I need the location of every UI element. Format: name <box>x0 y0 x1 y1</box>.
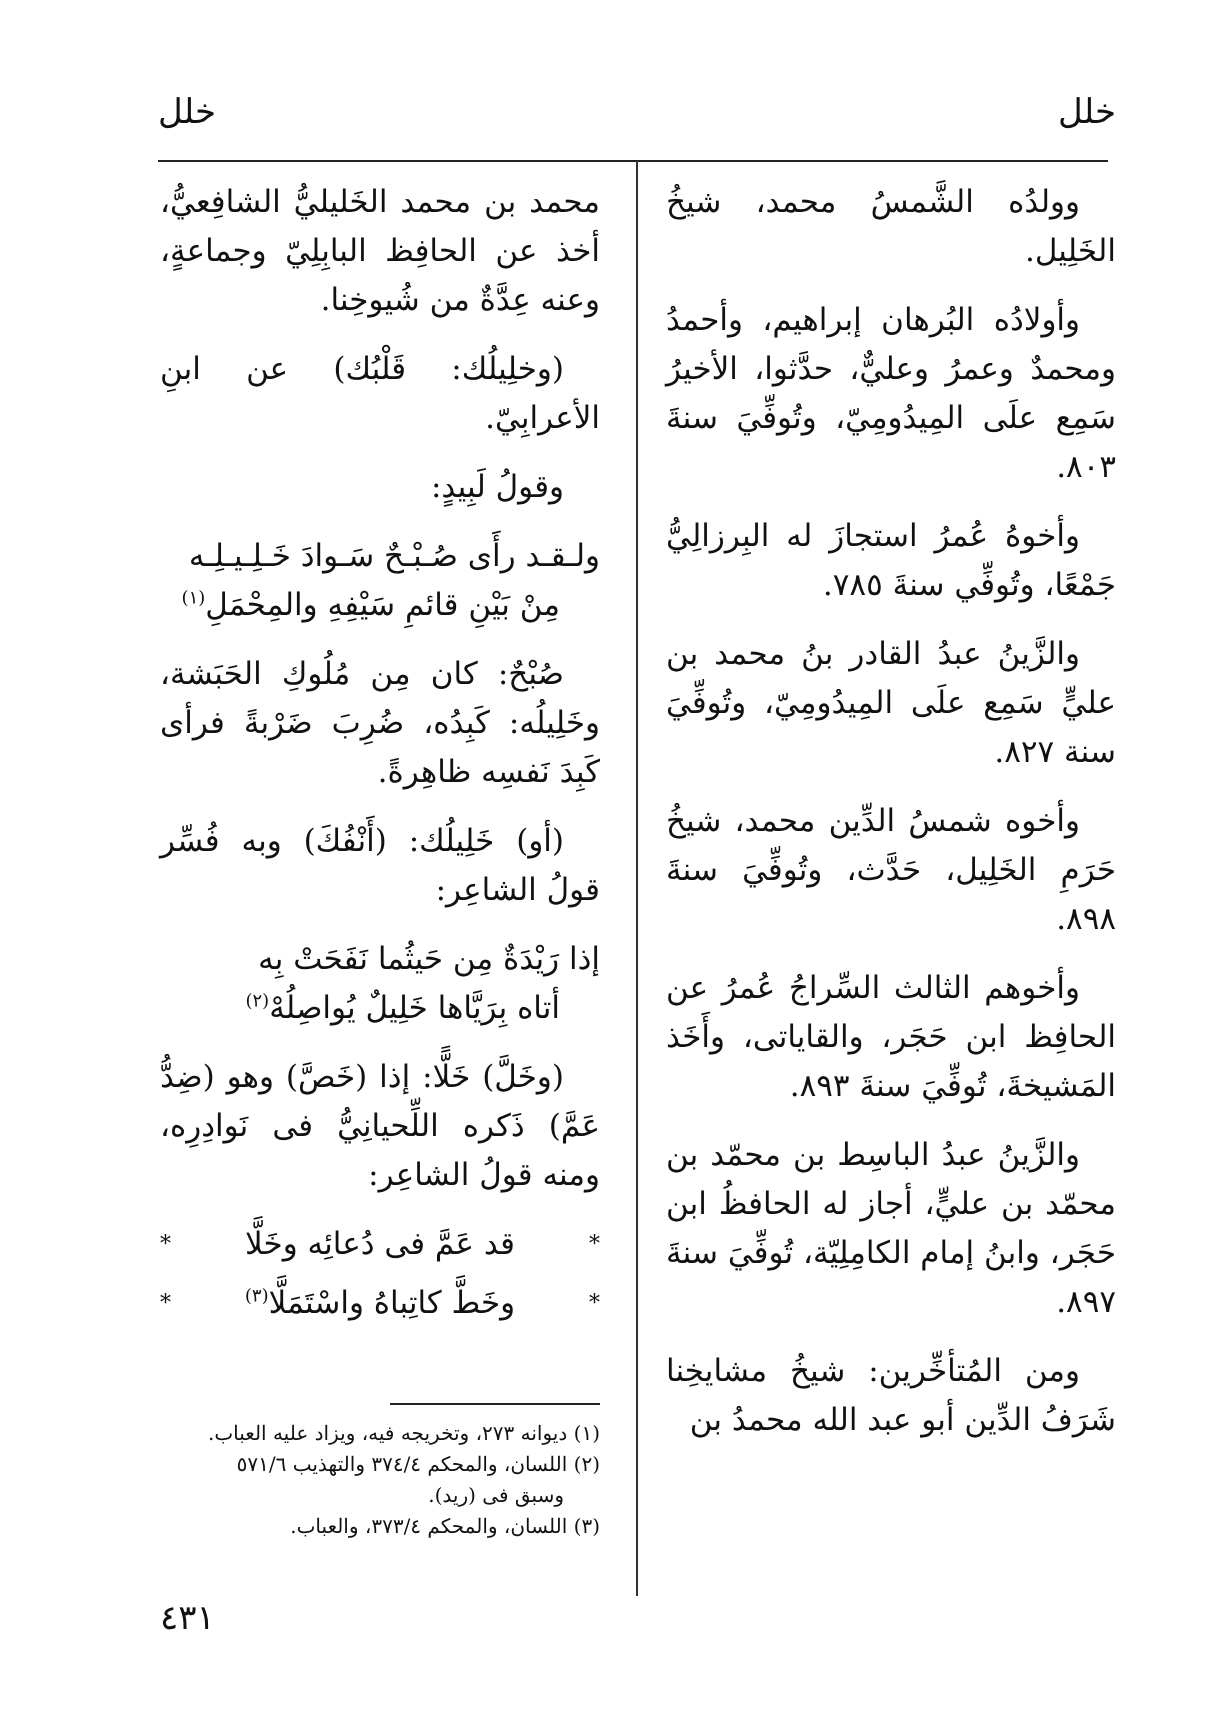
footnote-rule <box>390 1403 600 1405</box>
verse-labid <box>160 532 600 630</box>
rajaz-text-wrap <box>245 1279 515 1328</box>
column-divider <box>636 161 638 1596</box>
footnote-marker-2: (٢) <box>245 990 270 1012</box>
paragraph: وولدُه الشَّمسُ محمد، شيخُ الخَلِيل. <box>666 184 1116 269</box>
paragraph: وقولُ لَبِيدٍ: <box>430 469 564 505</box>
footnote-marker-1: (١) <box>181 587 206 609</box>
paragraph: وأخوهم الثالث السِّراجُ عُمرُ عن الحافِظ ابن حَجَر، والقاياتى، وأَخَذ المَشيخةَ، تُوفِّيَ سنةَ ٨٩٣. <box>666 970 1116 1104</box>
rajaz-text: قد عَمَّ فى دُعائِه وخَلَّا <box>245 1226 515 1262</box>
paragraph: (وخلِيلُك: قَلْبُك) عن ابنِ الأعرابِيّ. <box>160 351 600 436</box>
rajaz-line-1 <box>160 1220 600 1269</box>
verse-hemistich-1: ولـقـد رأَى صُـبْـحٌ سَـوادَ خَـلِـيـلِـه <box>188 538 600 574</box>
verse-hemistich-2-text: أتاه بِرَيَّاها خَلِيلٌ يُواصِلُهْ <box>269 990 560 1026</box>
paragraph: وأخوه شمسُ الدِّين محمد، شيخُ حَرَمِ الخَلِيل، حَدَّث، وتُوفِّيَ سنةَ ٨٩٨. <box>666 803 1116 937</box>
verse-hemistich-2-text: مِنْ بَيْنِ قائمِ سَيْفِهِ والمِحْمَلِ <box>205 587 560 623</box>
paragraph: وأولادُه البُرهان إبراهيم، وأحمدُ ومحمدٌ وعمرُ وعليٌّ، حدَّثوا، الأخيرُ سَمِع علَى المِيدُومِيّ، وتُوفِّيَ سنةَ ٨٠٣. <box>666 302 1116 485</box>
verse-star-marker: * <box>160 1291 171 1316</box>
paragraph: والزَّينُ عبدُ الباسِط بن محمّد بن محمّد بن عليٍّ، أجاز له الحافظُ ابن حَجَر، وابنُ إمام الكامِلِيّة، تُوفِّيَ سنةَ ٨٩٧. <box>666 1137 1116 1320</box>
footnote-3: (٣) اللسان، والمحكم ٣٧٣/٤، والعباب. <box>290 1514 600 1538</box>
paragraph: والزَّينُ عبدُ القادر بنُ محمد بن عليٍّ سَمِع علَى المِيدُومِيّ، وتُوفِّيَ سنة ٨٢٧. <box>666 636 1116 770</box>
page-number: ٤٣١ <box>160 1598 215 1638</box>
footnote-2: (٢) اللسان، والمحكم ٣٧٤/٤ والتهذيب ٥٧١/٦ <box>236 1452 600 1476</box>
verse-hemistich-2 <box>160 984 600 1033</box>
running-head-right: خلل <box>1057 92 1116 132</box>
rajaz-line-2 <box>160 1279 600 1328</box>
left-column <box>160 178 600 1338</box>
verse-shaer <box>160 935 600 1033</box>
footnotes <box>160 1418 600 1542</box>
verse-star-marker: * <box>589 1232 600 1257</box>
paragraph: ومن المُتأخِّرين: شيخُ مشايخِنا شَرَفُ الدِّين أبو عبد الله محمدُ بن <box>666 1353 1116 1438</box>
verse-star-marker: * <box>160 1232 172 1257</box>
right-column <box>666 178 1116 1465</box>
verse-star-marker: * <box>589 1291 600 1316</box>
header-rule <box>158 160 1108 162</box>
footnote-1: (١) ديوانه ٢٧٣، وتخريجه فيه، ويزاد عليه العباب. <box>207 1421 600 1445</box>
footnote-2-continuation: وسبق فى (ريد). <box>428 1483 564 1507</box>
footnote-marker-3: (٣) <box>244 1285 269 1307</box>
verse-hemistich-1: إذا رَيْدَةٌ مِن حَيثُما نَفَحَتْ بِه <box>258 941 600 977</box>
paragraph: محمد بن محمد الخَليليُّ الشافِعيُّ، أخذ عن الحافِظ البابِلِيّ وجماعةٍ، وعنه عِدَّةٌ من شُيوخِنا. <box>160 184 600 318</box>
paragraph: (وخَلَّ) خَلًّا: إذا (خَصَّ) وهو (ضِدُّ عَمَّ) ذَكره اللِّحيانِيُّ فى نَوادِرِه، ومنه قولُ الشاعِر: <box>160 1059 600 1193</box>
verse-hemistich-2 <box>160 581 600 630</box>
paragraph: (أو) خَلِيلُك: (أَنْفُكَ) وبه فُسِّر قولُ الشاعِر: <box>160 823 600 908</box>
rajaz-text: وخَطَّ كاتِباهُ واسْتَمَلَّا <box>268 1285 516 1321</box>
running-head-left: خلل <box>158 92 217 132</box>
paragraph: وأخوهُ عُمرُ استجازَ له البِرزالِيُّ جَمْعًا، وتُوفِّي سنةَ ٧٨٥. <box>666 518 1116 603</box>
paragraph: صُبْحٌ: كان مِن مُلُوكِ الحَبَشة، وخَلِيلُه: كَبِدُه، ضُرِبَ ضَرْبةً فرأى كَبِدَ نَفسِه ظاهِرةً. <box>160 656 600 790</box>
